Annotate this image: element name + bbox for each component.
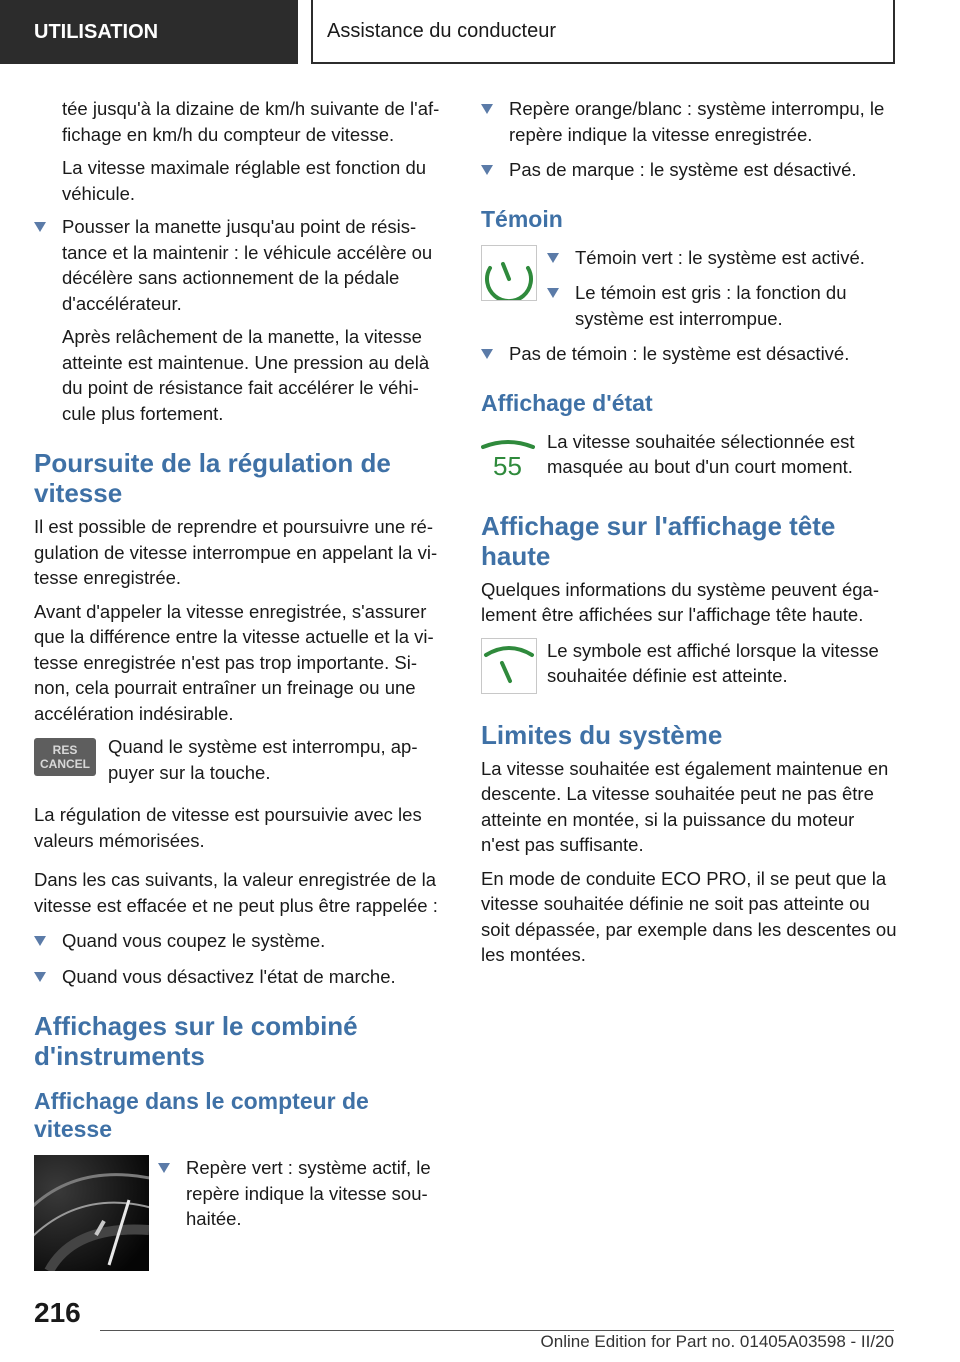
speedometer-image (34, 1155, 149, 1271)
paragraph: Avant d'appeler la vitesse enregistrée, s'assurer que la différence entre la vitesse actuelle et la vitesse enregistrée n'est pas trop importante. Sinon, cela pourrait entraîner un freinage ou une accélération indésirable. (34, 600, 434, 724)
paragraph: La vitesse souhaitée sélectionnée est masquée au bout d'un court moment. (547, 430, 855, 477)
paragraph: Quelques informations du système peuvent également être affichées sur l'affichage tête haute. (481, 578, 879, 625)
heading-hud: Affichage sur l'affichage tête haute (481, 510, 836, 571)
paragraph: Quand le système est interrompu, appuyer sur la touche. (108, 736, 418, 783)
right-column (481, 96, 897, 976)
res-cancel-row (34, 734, 446, 794)
footer-edition: Online Edition for Part no. 01405A03598 - II/20 (540, 1332, 894, 1351)
heading-indicator: Témoin (481, 205, 563, 232)
bullet-text: Pas de marque : le système est désactivé. (509, 159, 857, 180)
bullet-text: Pousser la manette jusqu'au point de résistance et la maintenir : le véhicule accélère ou décélère sans actionnement de la pédale d'accélérateur. (62, 216, 433, 314)
bullet-text: Pas de témoin : le système est désactivé. (509, 343, 850, 364)
bullet-item (34, 214, 446, 316)
heading-status-display: Affichage d'état (481, 389, 653, 416)
footer-divider (100, 1330, 894, 1331)
heading-instrument-displays: Affichages sur le combiné d'instruments (34, 1011, 358, 1071)
bullet-triangle-icon (481, 165, 493, 175)
bullet-item (547, 245, 897, 271)
bullet-triangle-icon (547, 288, 559, 298)
bullet-triangle-icon (34, 936, 46, 946)
bullet-text: Repère orange/blanc : système interrompu, le repère indique la vitesse enregistrée. (509, 98, 885, 145)
bullet-text: Le témoin est gris : la fonction du système est interrompue. (575, 282, 847, 329)
paragraph: En mode de conduite ECO PRO, il se peut que la vitesse souhaitée définie ne soit pas atteinte ou soit dépassée, par exemple dans les descentes ou les montées. (481, 867, 897, 965)
paragraph: La régulation de vitesse est poursuivie avec les valeurs mémorisées. (34, 804, 422, 851)
paragraph: Dans les cas suivants, la valeur enregistrée de la vitesse est effacée et ne peut plus être rappelée : (34, 869, 438, 916)
bullet-triangle-icon (481, 104, 493, 114)
section-tab: UTILISATION (0, 0, 298, 64)
res-label: RES (52, 743, 78, 757)
bullet-triangle-icon (34, 972, 46, 982)
bullet-item (158, 1155, 446, 1232)
bullet-triangle-icon (547, 253, 559, 263)
left-column (34, 96, 446, 1281)
paragraph: Il est possible de reprendre et poursuivre une régulation de vitesse interrompue en appelant la vitesse enregistrée. (34, 516, 438, 588)
bullet-item (481, 341, 897, 367)
paragraph: Après relâchement de la manette, la vitesse atteinte est maintenue. Une pression au delà du point de résistance fait accélérer le véhicule plus fortement. (62, 326, 430, 424)
heading-resume-cruise: Poursuite de la régulation de vitesse (34, 448, 391, 508)
hud-row (481, 638, 897, 698)
paragraph: tée jusqu'à la dizaine de km/h suivante de l'affichage en km/h du compteur de vitesse. (62, 98, 440, 145)
bullet-item (547, 280, 897, 331)
page-header (0, 0, 960, 66)
bullet-text: Quand vous désactivez l'état de marche. (62, 965, 396, 987)
bullet-triangle-icon (481, 349, 493, 359)
set-speed-value: 55 (493, 450, 522, 481)
cancel-label: CANCEL (40, 757, 90, 771)
paragraph: Le symbole est affiché lorsque la vitesse souhaitée définie est atteinte. (547, 639, 879, 686)
bullet-triangle-icon (34, 222, 46, 232)
indicator-row (481, 245, 897, 332)
speedometer-row (34, 1155, 446, 1273)
set-speed-status-icon (481, 433, 535, 487)
paragraph: La vitesse maximale réglable est fonction du véhicule. (62, 157, 427, 204)
paragraph: La vitesse souhaitée est également maintenue en descente. La vitesse souhaitée peut ne pas être atteinte en montée, si la puissance du moteur n'est pas suffisante. (481, 757, 889, 855)
heading-speedometer-display: Affichage dans le compteur de vitesse (34, 1088, 369, 1142)
heading-system-limits: Limites du système (481, 719, 723, 750)
bullet-item (481, 96, 897, 147)
hud-speed-reached-icon (481, 638, 537, 694)
bullet-triangle-icon (158, 1163, 170, 1173)
bullet-text: Témoin vert : le système est activé. (575, 246, 865, 268)
bullet-item (34, 964, 446, 990)
chapter-title: Assistance du conducteur (311, 0, 895, 64)
status-row (481, 429, 897, 489)
bullet-item (481, 157, 897, 183)
bullet-text: Repère vert : système actif, le repère indique la vitesse souhaitée. (186, 1157, 431, 1229)
res-cancel-button-icon (34, 738, 96, 776)
bullet-text: Quand vous coupez le système. (62, 930, 326, 951)
page-number: 216 (34, 1297, 81, 1328)
bullet-item (34, 928, 446, 954)
cruise-indicator-icon (481, 245, 537, 301)
